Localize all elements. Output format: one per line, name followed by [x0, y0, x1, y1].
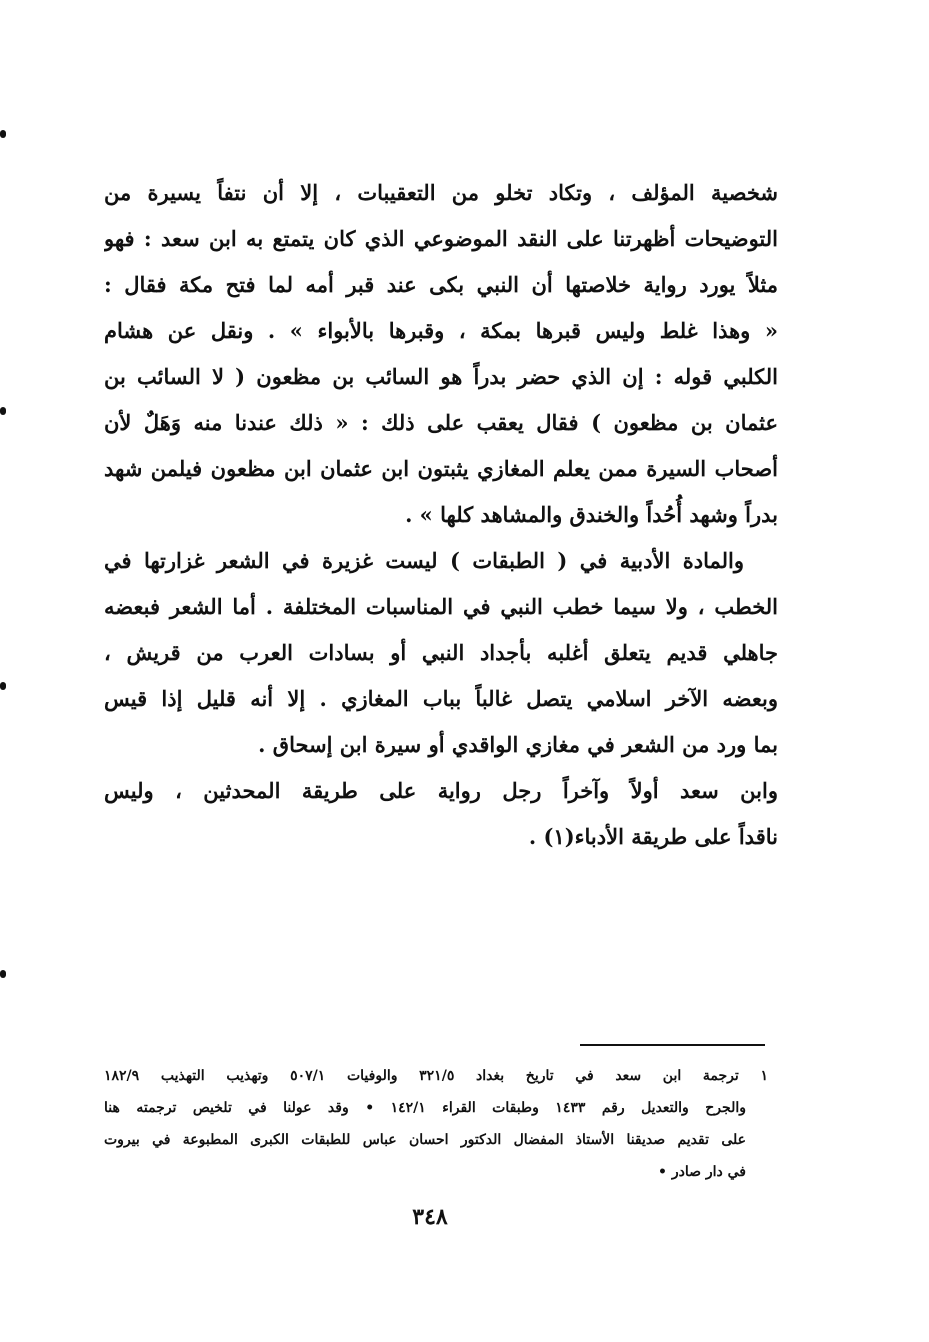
- footnote-divider: [580, 1044, 765, 1046]
- footnote-line: على تقديم صديقنا الأستاذ المفضال الدكتور احسان عباس للطبقات الكبرى المطبوعة في بيروت: [104, 1132, 746, 1148]
- margin-mark: [0, 407, 6, 415]
- text-line: الخطب ، ولا سيما خطب النبي في المناسبات المختلفة . أما الشعر فبعضه: [104, 594, 778, 619]
- main-text: [104, 170, 778, 860]
- margin-mark: [0, 130, 6, 138]
- text-line: شخصية المؤلف ، وتكاد تخلو من التعقيبات ، إلا أن نتفاً يسيرة من: [104, 180, 778, 205]
- margin-mark: [0, 682, 6, 690]
- text-line: ناقداً على طريقة الأدباء(١) .: [528, 824, 778, 849]
- text-line: وابن سعد أولاً وآخراً رجل رواية على طريقة المحدثين ، وليس: [104, 778, 778, 803]
- text-line: بما ورد من الشعر في مغازي الواقدي أو سيرة ابن إسحاق .: [258, 732, 778, 757]
- text-line: الكلبي قوله : إن الذي حضر بدراً هو السائب بن مظعون ( لا السائب بن: [104, 364, 778, 389]
- text-line: أصحاب السيرة ممن يعلم المغازي يثبتون ابن عثمان ابن مظعون فيلمن شهد: [104, 456, 778, 481]
- footnote-line: والجرح والتعديل رقم ١٤٣٣ وطبقات القراء ١٤٢/١ • وقد عولنا في تلخيص ترجمته هنا: [104, 1100, 746, 1116]
- text-line: وبعضه الآخر اسلامي يتصل غالباً بباب المغازي . إلا أنه قليل إذا قيس: [104, 686, 778, 711]
- text-line: عثمان بن مظعون ) فقال يعقب على ذلك : « ذلك عندنا منه وَهَلٌ لأن: [104, 410, 778, 435]
- text-line: والمادة الأدبية في ( الطبقات ) ليست غزيرة في الشعر غزارتها في: [104, 548, 744, 573]
- text-line: « وهذا غلط وليس قبرها بمكة ، وقبرها بالأبواء » . ونقل عن هشام: [104, 318, 778, 343]
- text-line: التوضيحات أظهرتنا على النقد الموضوعي الذي كان يتمتع به ابن سعد : فهو: [104, 226, 778, 251]
- footnotes: [104, 1060, 768, 1188]
- footnote-line: ١ ترجمة ابن سعد في تاريخ بغداد ٣٢١/٥ والوفيات ٥٠٧/١ وتهذيب التهذيب ١٨٢/٩: [104, 1068, 768, 1084]
- text-line: بدراً وشهد أُحُداً والخندق والمشاهد كلها » .: [405, 502, 778, 527]
- text-line: مثلاً يورد رواية خلاصتها أن النبي بكى عند قبر أمه لما فتح مكة فقال :: [104, 272, 778, 297]
- margin-mark: [0, 970, 6, 978]
- page-number: ٣٤٨: [412, 1204, 448, 1230]
- text-line: جاهلي قديم يتعلق أغلبه بأجداد النبي أو بسادات العرب من قريش ،: [104, 640, 778, 665]
- footnote-line: في دار صادر •: [658, 1164, 746, 1180]
